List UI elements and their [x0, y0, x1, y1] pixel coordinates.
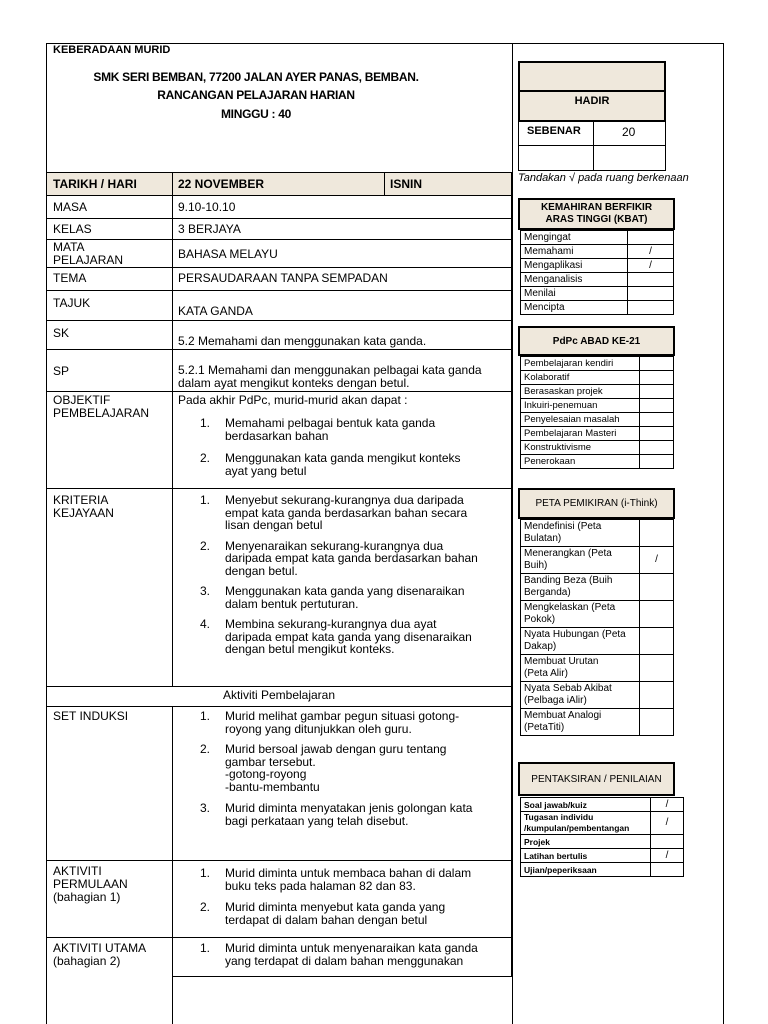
item-line: Murid diminta untuk menyenaraikan kata ganda	[225, 941, 478, 955]
ithink-item-checkbox[interactable]	[640, 628, 674, 655]
ithink-item-label	[521, 601, 640, 628]
objektif-value	[172, 391, 512, 489]
permulaan-list	[178, 867, 511, 926]
masa-label-text: MASA	[53, 200, 88, 214]
tajuk-label	[46, 290, 173, 321]
sebenar-label: SEBENAR	[527, 125, 581, 137]
ithink-item-label	[521, 520, 640, 547]
item-number: 1.	[200, 941, 211, 955]
kbat-item-checkbox[interactable]	[628, 301, 674, 315]
item-line: -gotong-royong	[225, 767, 307, 781]
ithink-item-line: Mengkelaskan (Peta	[524, 602, 616, 613]
ithink-item-line: Berganda)	[524, 587, 571, 598]
abad21-row	[521, 385, 674, 399]
objektif-item	[178, 417, 511, 442]
ithink-item-line: Pokok)	[524, 614, 556, 625]
pentaksiran-item-checkbox[interactable]	[651, 835, 684, 849]
kbat-item-checkbox[interactable]	[628, 273, 674, 287]
item-line: dengan betul mengikut konteks.	[225, 642, 395, 656]
date-label-cell	[46, 172, 173, 196]
pentaksiran-row	[521, 835, 684, 849]
abad21-item-checkbox[interactable]	[640, 455, 674, 469]
sk-label-text: SK	[53, 326, 70, 340]
pentaksiran-row	[521, 849, 684, 863]
item-line: berdasarkan bahan	[225, 428, 329, 443]
kbat-item-checkbox[interactable]	[628, 287, 674, 301]
attendance-top-cell	[518, 61, 666, 92]
item-line: Murid bersoal jawab dengan guru tentang	[225, 742, 447, 756]
hadir-label: HADIR	[574, 95, 610, 107]
ithink-item-checkbox[interactable]	[640, 682, 674, 709]
tajuk-value	[172, 290, 512, 321]
tema-value	[172, 267, 512, 291]
tajuk-label-text: TAJUK	[53, 296, 91, 310]
abad21-row	[521, 427, 674, 441]
permulaan-label-line1: AKTIVITI	[53, 864, 102, 878]
item-line: Menggunakan kata ganda mengikut konteks	[225, 451, 461, 465]
kbat-item-checkbox[interactable]: /	[628, 259, 674, 273]
tema-label	[46, 267, 173, 291]
utama-value	[172, 937, 512, 977]
kriteria-list	[178, 494, 511, 656]
kriteria-item	[178, 618, 511, 656]
kriteria-label-line2: KEJAYAAN	[53, 506, 114, 520]
set-induksi-item	[178, 710, 511, 735]
item-line: daripada empat kata ganda yang disenaraikan	[225, 629, 472, 644]
pentaksiran-item-checkbox[interactable]	[651, 863, 684, 877]
item-line: Murid diminta untuk membaca bahan di dalam	[225, 866, 472, 880]
abad21-item-checkbox[interactable]	[640, 427, 674, 441]
item-line: Murid melihat gambar pegun situasi gotong-	[225, 709, 460, 723]
mata-value	[172, 239, 512, 268]
ithink-row	[521, 547, 674, 574]
ithink-row	[521, 574, 674, 601]
item-line: gambar tersebut.	[225, 754, 316, 769]
tick-note: Tandakan √ pada ruang berkenaan	[518, 172, 689, 184]
item-number: 1.	[200, 416, 211, 430]
ithink-item-label	[521, 547, 640, 574]
abad21-row	[521, 399, 674, 413]
ithink-item-line: Mendefinisi (Peta	[524, 521, 602, 532]
abad21-row	[521, 413, 674, 427]
abad21-item-checkbox[interactable]	[640, 357, 674, 371]
abad21-item-label: Berasaskan projek	[521, 385, 640, 399]
ithink-item-line: Membuat Analogi	[524, 710, 602, 721]
masa-value	[172, 195, 512, 219]
pentaksiran-item-label	[521, 863, 651, 877]
objektif-label	[46, 391, 173, 489]
ithink-row	[521, 601, 674, 628]
abad21-title: PdPc ABAD KE-21	[552, 335, 641, 347]
abad21-item-label: Penyelesaian masalah	[521, 413, 640, 427]
aktiviti-header-text: Aktiviti Pembelajaran	[222, 688, 336, 702]
ithink-item-line: Nyata Hubungan (Peta	[524, 629, 626, 640]
kbat-row	[521, 231, 674, 245]
kriteria-label-line1: KRITERIA	[53, 493, 109, 507]
kriteria-item	[178, 540, 511, 578]
item-number: 2.	[200, 900, 211, 914]
ithink-item-checkbox[interactable]	[640, 709, 674, 736]
abad21-item-checkbox[interactable]	[640, 441, 674, 455]
sp-value	[172, 349, 512, 392]
ithink-item-label	[521, 574, 640, 601]
pentaksiran-item-checkbox[interactable]: /	[651, 798, 684, 812]
ithink-row	[521, 682, 674, 709]
pentaksiran-item-line: Latihan bertulis	[524, 850, 588, 861]
objektif-list	[178, 417, 511, 477]
ithink-item-line: Bulatan)	[524, 533, 562, 544]
attendance-empty-cell-1	[518, 145, 594, 171]
item-number: 2.	[200, 742, 211, 756]
set-induksi-label-text: SET INDUKSI	[53, 709, 129, 723]
kriteria-label	[46, 488, 173, 687]
pentaksiran-item-line: Soal jawab/kuiz	[524, 799, 587, 810]
ithink-item-line: (PetaTiti)	[524, 722, 565, 733]
kbat-item-label: Memahami	[521, 245, 628, 259]
utama-label-line1: AKTIVITI UTAMA	[53, 941, 147, 955]
date-value: 22 NOVEMBER	[178, 177, 265, 191]
item-line: -bantu-membantu	[225, 779, 320, 794]
abad21-row	[521, 455, 674, 469]
kbat-item-label: Mengingat	[521, 231, 628, 245]
ithink-item-line: Menerangkan (Peta	[524, 548, 612, 559]
sebenar-value-cell	[593, 121, 666, 146]
ithink-row	[521, 655, 674, 682]
pentaksiran-row	[521, 812, 684, 835]
abad21-item-checkbox[interactable]	[640, 399, 674, 413]
ithink-table	[520, 519, 674, 736]
abad21-row	[521, 371, 674, 385]
sp-label-text: SP	[53, 364, 70, 378]
item-line: buku teks pada halaman 82 dan 83.	[225, 878, 416, 893]
pentaksiran-item-line: /kumpulan/pembentangan	[524, 823, 630, 833]
ithink-item-line: Nyata Sebab Akibat	[524, 683, 612, 694]
school-name: SMK SERI BEMBAN, 77200 JALAN AYER PANAS, BEMBAN.	[93, 70, 419, 84]
set-induksi-value	[172, 706, 512, 861]
item-line: Menyebut sekurang-kurangnya dua daripada	[225, 493, 464, 507]
kbat-row	[521, 273, 674, 287]
permulaan-value	[172, 860, 512, 938]
item-number: 2.	[200, 538, 211, 553]
kbat-item-checkbox[interactable]: /	[628, 245, 674, 259]
aktiviti-header	[46, 686, 512, 707]
abad21-item-label: Konstruktivisme	[521, 441, 640, 455]
kbat-title-line1: KEMAHIRAN BERFIKIR	[540, 202, 653, 213]
item-line: royong yang ditunjukkan oleh guru.	[225, 721, 412, 736]
date-label: TARIKH / HARI	[53, 177, 137, 191]
column-divider	[512, 43, 513, 1024]
item-line: Murid diminta menyebut kata ganda yang	[225, 900, 446, 914]
attendance-empty-cell-2	[593, 145, 666, 171]
item-line: daripada empat kata ganda berdasarkan bahan	[225, 551, 478, 565]
kbat-item-label: Menganalisis	[521, 273, 628, 287]
item-number: 1.	[200, 866, 211, 880]
item-number: 1.	[200, 709, 211, 723]
kriteria-item	[178, 585, 511, 610]
ithink-header	[518, 488, 675, 519]
kbat-row	[521, 245, 674, 259]
pentaksiran-item-checkbox[interactable]: /	[651, 812, 684, 835]
utama-label	[46, 937, 173, 1024]
pentaksiran-item-label	[521, 835, 651, 849]
ithink-item-line: (Peta Alir)	[524, 668, 568, 679]
ithink-item-label	[521, 628, 640, 655]
sebenar-value: 20	[622, 125, 636, 139]
kriteria-item	[178, 494, 511, 532]
ithink-item-line: Dakap)	[524, 641, 557, 652]
item-line: lisan dengan betul	[225, 518, 323, 532]
sk-value-text: 5.2 Memahami dan menggunakan kata ganda.	[178, 334, 427, 348]
item-line: dengan betul.	[225, 563, 298, 578]
ithink-item-checkbox[interactable]	[640, 655, 674, 682]
item-line: Membina sekurang-kurangnya dua ayat	[225, 617, 437, 631]
item-line: bagi perkataan yang telah disebut.	[225, 813, 409, 828]
kelas-label	[46, 218, 173, 240]
sp-line1: 5.2.1 Memahami dan menggunakan pelbagai kata ganda	[178, 363, 482, 377]
kbat-row	[521, 301, 674, 315]
plan-title: RANCANGAN PELAJARAN HARIAN	[157, 88, 355, 102]
ithink-row	[521, 520, 674, 547]
day-value: ISNIN	[390, 177, 423, 191]
sk-value	[172, 320, 512, 350]
sp-label	[46, 349, 173, 392]
kbat-row	[521, 259, 674, 273]
pentaksiran-row	[521, 863, 684, 877]
permulaan-label-line3: (bahagian 1)	[53, 890, 121, 904]
pentaksiran-row	[521, 798, 684, 812]
objektif-label-line2: PEMBELAJARAN	[53, 406, 150, 420]
mata-label-line1: MATA	[53, 240, 85, 254]
objektif-item	[178, 452, 511, 477]
item-number: 4.	[200, 617, 211, 631]
tema-value-text: PERSAUDARAAN TANPA SEMPADAN	[178, 271, 388, 285]
item-number: 1.	[200, 493, 211, 507]
attendance-box	[518, 61, 666, 171]
date-value-cell	[172, 172, 385, 196]
abad21-item-checkbox[interactable]	[640, 413, 674, 427]
set-induksi-item	[178, 743, 511, 793]
keberadaan-label: KEBERADAAN MURID	[53, 44, 171, 56]
kbat-header	[518, 198, 675, 230]
ithink-row	[521, 628, 674, 655]
pentaksiran-item-line: Ujian/peperiksaan	[524, 864, 597, 875]
ithink-title: PETA PEMIKIRAN (i-Think)	[535, 498, 658, 509]
kelas-value	[172, 218, 512, 240]
abad21-item-label: Inkuiri-penemuan	[521, 399, 640, 413]
kbat-item-label: Mencipta	[521, 301, 628, 315]
kbat-item-label: Menilai	[521, 287, 628, 301]
week-label: MINGGU : 40	[220, 107, 292, 121]
abad21-item-label: Pembelajaran Masteri	[521, 427, 640, 441]
kriteria-value	[172, 488, 512, 687]
item-number: 3.	[200, 584, 211, 598]
set-induksi-item	[178, 802, 511, 827]
utama-list	[178, 942, 511, 967]
abad21-table	[520, 356, 674, 469]
pentaksiran-table	[520, 797, 684, 877]
pentaksiran-header	[518, 762, 675, 796]
tema-label-text: TEMA	[53, 271, 87, 285]
mata-label	[46, 239, 173, 268]
item-number: 2.	[200, 451, 211, 465]
item-line: ayat yang betul	[225, 463, 307, 478]
abad21-row	[521, 441, 674, 455]
sebenar-label-cell	[518, 121, 594, 146]
day-value-cell	[384, 172, 512, 196]
item-line: Memahami pelbagai bentuk kata ganda	[225, 416, 436, 430]
kbat-row	[521, 287, 674, 301]
ithink-item-line: Buih)	[524, 560, 548, 571]
objektif-label-line1: OBJEKTIF	[53, 393, 111, 407]
sp-line2: dalam ayat mengikut konteks dengan betul.	[178, 376, 410, 390]
masa-value-text: 9.10-10.10	[178, 200, 236, 214]
kelas-value-text: 3 BERJAYA	[178, 222, 241, 236]
abad21-header	[518, 326, 675, 356]
abad21-row	[521, 357, 674, 371]
ithink-item-label	[521, 655, 640, 682]
utama-item	[178, 942, 511, 967]
masa-label	[46, 195, 173, 219]
ithink-item-line: Banding Beza (Buih	[524, 575, 613, 586]
permulaan-label-line2: PERMULAAN	[53, 877, 128, 891]
utama-label-line2: (bahagian 2)	[53, 954, 121, 968]
permulaan-item	[178, 901, 511, 926]
ithink-item-line: Membuat Urutan	[524, 656, 599, 667]
ithink-item-checkbox[interactable]: /	[640, 547, 674, 574]
hadir-cell	[518, 90, 666, 122]
item-line: dalam bentuk pertuturan.	[225, 596, 359, 611]
pentaksiran-item-label	[521, 812, 651, 835]
ithink-item-label	[521, 682, 640, 709]
pentaksiran-item-checkbox[interactable]: /	[651, 849, 684, 863]
abad21-item-checkbox[interactable]	[640, 385, 674, 399]
item-line: Menyenaraikan sekurang-kurangnya dua	[225, 538, 444, 553]
abad21-item-label: Pembelajaran kendiri	[521, 357, 640, 371]
pentaksiran-item-label	[521, 798, 651, 812]
tajuk-value-text: KATA GANDA	[178, 304, 253, 318]
ithink-item-checkbox[interactable]	[640, 520, 674, 547]
kbat-item-label: Mengaplikasi	[521, 259, 628, 273]
utama-value-bottom-border	[172, 976, 512, 977]
ithink-item-checkbox[interactable]	[640, 601, 674, 628]
ithink-row	[521, 709, 674, 736]
set-induksi-list	[178, 710, 511, 827]
mata-label-line2: PELAJARAN	[53, 253, 124, 267]
objektif-intro: Pada akhir PdPc, murid-murid akan dapat :	[178, 393, 408, 407]
abad21-item-checkbox[interactable]	[640, 371, 674, 385]
mata-value-text: BAHASA MELAYU	[178, 247, 278, 261]
kbat-table	[520, 230, 674, 315]
ithink-item-line: (Pelbaga iAlir)	[524, 695, 587, 706]
item-line: Murid diminta menyatakan jenis golongan kata	[225, 801, 473, 815]
item-number: 3.	[200, 801, 211, 815]
pentaksiran-title: PENTAKSIRAN / PENILAIAN	[531, 773, 662, 785]
permulaan-label	[46, 860, 173, 938]
set-induksi-label	[46, 706, 173, 861]
item-line: yang terdapat di dalam bahan menggunakan	[225, 953, 464, 968]
abad21-item-label: Kolaboratif	[521, 371, 640, 385]
ithink-item-label	[521, 709, 640, 736]
item-line: terdapat di dalam bahan dengan betul	[225, 912, 428, 927]
item-line: empat kata ganda berdasarkan bahan secara	[225, 505, 468, 520]
abad21-item-label: Penerokaan	[521, 455, 640, 469]
item-line: Menggunakan kata ganda yang disenaraikan	[225, 584, 465, 598]
kelas-label-text: KELAS	[53, 222, 92, 236]
pentaksiran-item-label	[521, 849, 651, 863]
pentaksiran-item-line: Projek	[524, 836, 550, 847]
pentaksiran-item-line: Tugasan individu	[524, 812, 594, 822]
sk-label	[46, 320, 173, 350]
kbat-title-line2: ARAS TINGGI (KBAT)	[545, 214, 648, 225]
kbat-item-checkbox[interactable]	[628, 231, 674, 245]
ithink-item-checkbox[interactable]	[640, 574, 674, 601]
permulaan-item	[178, 867, 511, 892]
